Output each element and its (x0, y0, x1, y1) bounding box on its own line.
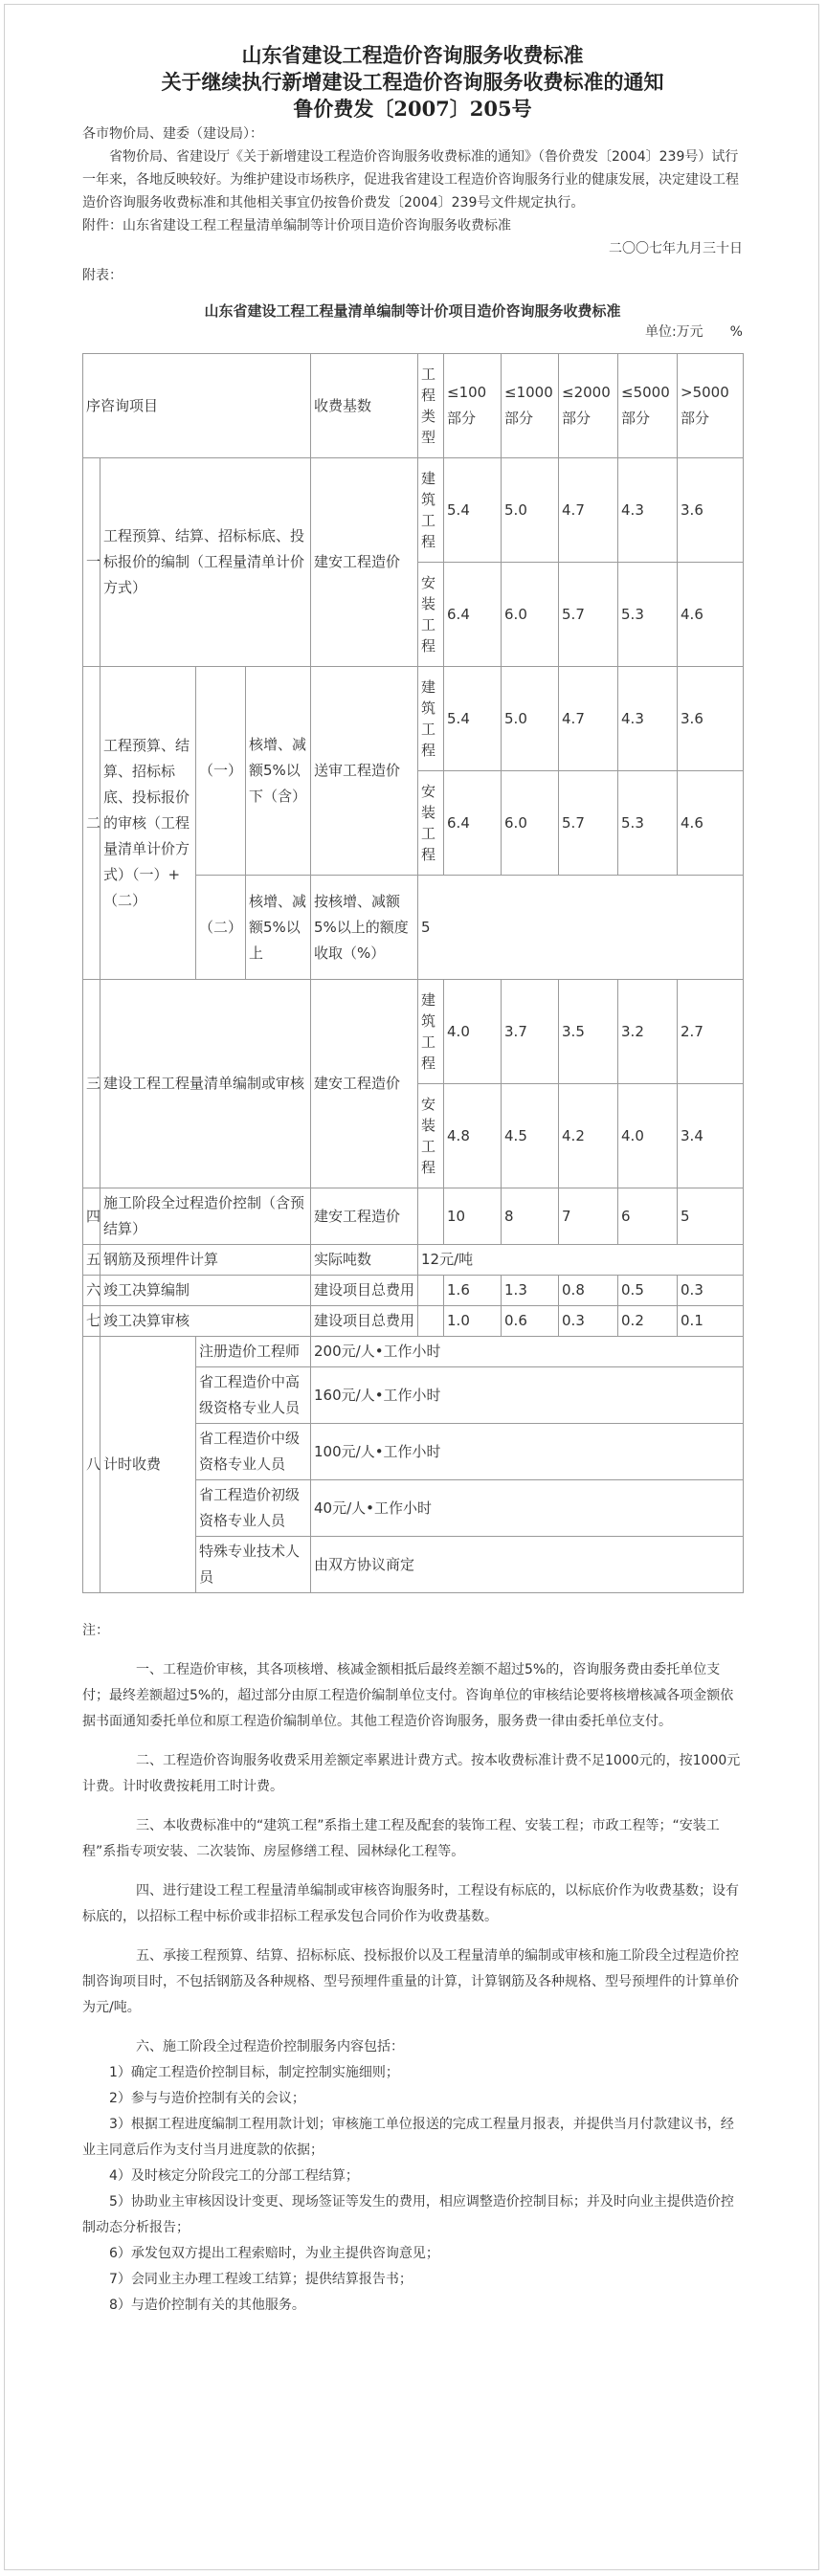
value-cell: 1.0 (444, 1306, 502, 1337)
sub-number-cell: （一） (196, 667, 246, 876)
value-cell: 3.6 (678, 458, 744, 563)
value-cell: 0.3 (678, 1276, 744, 1306)
value-cell: 3.5 (559, 980, 618, 1084)
item-cell: 竣工决算编制 (100, 1276, 311, 1306)
value-cell: 5 (418, 876, 744, 980)
table-header-row (83, 354, 744, 458)
seq-cell: 八 (83, 1337, 100, 1593)
seq-cell: 七 (83, 1306, 100, 1337)
value-cell: 5.0 (502, 667, 559, 771)
seq-cell: 三 (83, 980, 100, 1188)
rate-cell: 160元/人•工作小时 (311, 1367, 744, 1424)
value-cell: 1.3 (502, 1276, 559, 1306)
type-cell: 安装工程 (418, 563, 444, 667)
type-cell: 安装工程 (418, 771, 444, 876)
value-cell: 0.2 (618, 1306, 678, 1337)
note-6-item: 4）及时核定分阶段完工的分部工程结算； (109, 2168, 359, 2184)
value-cell: 5.7 (559, 771, 618, 876)
base-cell: 实际吨数 (311, 1245, 418, 1276)
title-line-3: 鲁价费发〔2007〕205号 (293, 97, 532, 121)
rate-cell: 由双方协议商定 (311, 1537, 744, 1593)
note-6-item: 1）确定工程造价控制目标，制定控制实施细则； (109, 2065, 399, 2080)
note-6-item: 6）承发包双方提出工程索赔时，为业主提供咨询意见； (109, 2246, 439, 2261)
table-row (83, 1188, 744, 1245)
rate-cell: 40元/人•工作小时 (311, 1480, 744, 1537)
item-cell: 计时收费 (100, 1337, 196, 1593)
value-cell: 4.6 (678, 563, 744, 667)
value-cell: 4.7 (559, 458, 618, 563)
base-cell: 建设项目总费用 (311, 1306, 418, 1337)
table-row (83, 458, 744, 563)
table-row (83, 667, 744, 771)
body-paragraph: 省物价局、省建设厅《关于新增建设工程造价咨询服务收费标准的通知》（鲁价费发〔2004〕239号）试行一年来，各地反映较好。为维护建设市场秩序，促进我省建设工程造价咨询服务行业的健康发展，决定建设工程造价咨询服务收费标准和其他相关事宜仍按鲁价费发〔2004〕239号文件规定执行。 (82, 149, 739, 211)
item-cell: 竣工决算审核 (100, 1306, 311, 1337)
base-cell: 按核增、减额5%以上的额度收取（%） (311, 876, 418, 980)
base-cell: 建安工程造价 (311, 458, 418, 667)
value-cell: 3.2 (618, 980, 678, 1084)
value-cell: 10 (444, 1188, 502, 1245)
rate-cell: 200元/人•工作小时 (311, 1337, 744, 1367)
type-cell: 建筑工程 (418, 667, 444, 771)
seq-cell: 二 (83, 667, 100, 980)
value-cell: 5.3 (618, 771, 678, 876)
notes-label: 注： (82, 1623, 109, 1638)
base-cell: 建设项目总费用 (311, 1276, 418, 1306)
table-row (83, 980, 744, 1084)
sub-desc-cell: 核增、减额5%以上 (246, 876, 311, 980)
value-cell: 5 (678, 1188, 744, 1245)
sub-number-cell: （二） (196, 876, 246, 980)
title-line-1: 山东省建设工程造价咨询服务收费标准 (241, 43, 584, 67)
value-cell: 6.4 (444, 771, 502, 876)
value-cell: 5.0 (502, 458, 559, 563)
type-cell (418, 1306, 444, 1337)
header-type: 工程类型 (418, 354, 444, 458)
value-cell: 4.0 (618, 1084, 678, 1188)
value-cell: 4.2 (559, 1084, 618, 1188)
value-cell: 4.0 (444, 980, 502, 1084)
base-cell: 送审工程造价 (311, 667, 418, 876)
item-cell: 建设工程工程量清单编制或审核 (100, 980, 311, 1188)
table-title: 山东省建设工程工程量清单编制等计价项目造价咨询服务收费标准 (204, 302, 621, 320)
value-cell: 0.5 (618, 1276, 678, 1306)
value-cell: 4.3 (618, 458, 678, 563)
header-base: 收费基数 (311, 354, 418, 458)
unit-label: 单位:万元 % (644, 324, 743, 340)
seq-cell: 一 (83, 458, 100, 667)
role-cell: 省工程造价初级资格专业人员 (196, 1480, 311, 1537)
role-cell: 省工程造价中级资格专业人员 (196, 1424, 311, 1480)
value-cell: 2.7 (678, 980, 744, 1084)
type-cell: 安装工程 (418, 1084, 444, 1188)
note-6-item: 5）协助业主审核因设计变更、现场签证等发生的费用，相应调整造价控制目标；并及时向业主提供造价控制动态分析报告； (82, 2194, 734, 2235)
issue-date: 二〇〇七年九月三十日 (609, 241, 743, 256)
note-4: 四、进行建设工程工程量清单编制或审核咨询服务时，工程设有标底的，以标底价作为收费基数；设有标底的，以招标工程中标价或非招标工程承发包合同价作为收费基数。 (82, 1883, 739, 1924)
table-row (83, 1337, 744, 1367)
seq-cell: 四 (83, 1188, 100, 1245)
table-row (83, 1276, 744, 1306)
note-3: 三、本收费标准中的“建筑工程”系指土建工程及配套的装饰工程、安装工程；市政工程等；“安装工程”系指专项安装、二次装饰、房屋修缮工程、园林绿化工程等。 (82, 1818, 720, 1859)
value-cell: 0.6 (502, 1306, 559, 1337)
base-cell: 建安工程造价 (311, 1188, 418, 1245)
item-cell: 工程预算、结算、招标标底、投标报价的编制（工程量清单计价方式） (100, 458, 311, 667)
type-cell: 建筑工程 (418, 980, 444, 1084)
value-cell: 5.3 (618, 563, 678, 667)
item-cell: 钢筋及预埋件计算 (100, 1245, 311, 1276)
seq-cell: 六 (83, 1276, 100, 1306)
addressee: 各市物价局、建委（建设局）： (82, 126, 263, 142)
attachment-line: 附件：山东省建设工程工程量清单编制等计价项目造价咨询服务收费标准 (82, 218, 511, 233)
header-b1: ≤100部分 (444, 354, 502, 458)
note-2: 二、工程造价咨询服务收费采用差额定率累进计费方式。按本收费标准计费不足1000元的，按1000元计费。计时收费按耗用工时计费。 (82, 1753, 741, 1794)
type-cell: 建筑工程 (418, 458, 444, 563)
value-cell: 0.1 (678, 1306, 744, 1337)
value-cell: 8 (502, 1188, 559, 1245)
note-5: 五、承接工程预算、结算、招标标底、投标报价以及工程量清单的编制或审核和施工阶段全过程造价控制咨询项目时，不包括钢筋及各种规格、型号预埋件重量的计算，计算钢筋及各种规格、型号预埋件的计算单价为元/吨。 (82, 1948, 739, 2015)
type-cell (418, 1188, 444, 1245)
fee-table (82, 353, 744, 1593)
title-line-2: 关于继续执行新增建设工程造价咨询服务收费标准的通知 (161, 70, 664, 94)
role-cell: 特殊专业技术人员 (196, 1537, 311, 1593)
header-b3: ≤2000部分 (559, 354, 618, 458)
value-cell: 3.7 (502, 980, 559, 1084)
note-6-item: 3）根据工程进度编制工程用款计划；审核施工单位报送的完成工程量月报表，并提供当月付款建议书，经业主同意后作为支付当月进度款的依据； (82, 2117, 734, 2158)
value-cell: 5.4 (444, 458, 502, 563)
note-6-item: 7）会同业主办理工程竣工结算；提供结算报告书； (109, 2272, 413, 2287)
table-row (83, 1245, 744, 1276)
value-cell: 4.5 (502, 1084, 559, 1188)
value-cell: 4.6 (678, 771, 744, 876)
rate-cell: 100元/人•工作小时 (311, 1424, 744, 1480)
value-cell: 4.7 (559, 667, 618, 771)
value-cell: 6.4 (444, 563, 502, 667)
value-cell: 7 (559, 1188, 618, 1245)
note-6-item: 2）参与与造价控制有关的会议； (109, 2091, 305, 2106)
item-cell: 施工阶段全过程造价控制（含预结算） (100, 1188, 311, 1245)
value-cell: 6.0 (502, 563, 559, 667)
value-cell: 5.4 (444, 667, 502, 771)
table-row (83, 1306, 744, 1337)
document (82, 42, 743, 2319)
type-cell (418, 1276, 444, 1306)
seq-cell: 五 (83, 1245, 100, 1276)
header-seq-item: 序咨询项目 (83, 354, 311, 458)
value-cell: 4.3 (618, 667, 678, 771)
value-cell: 6 (618, 1188, 678, 1245)
note-6-item: 8）与造价控制有关的其他服务。 (109, 2298, 305, 2313)
header-b2: ≤1000部分 (502, 354, 559, 458)
value-cell: 0.8 (559, 1276, 618, 1306)
value-cell: 3.4 (678, 1084, 744, 1188)
value-cell: 0.3 (559, 1306, 618, 1337)
role-cell: 省工程造价中高级资格专业人员 (196, 1367, 311, 1424)
value-cell: 12元/吨 (418, 1245, 744, 1276)
value-cell: 1.6 (444, 1276, 502, 1306)
base-cell: 建安工程造价 (311, 980, 418, 1188)
header-b4: ≤5000部分 (618, 354, 678, 458)
value-cell: 4.8 (444, 1084, 502, 1188)
header-b5: >5000部分 (678, 354, 744, 458)
item-cell: 工程预算、结算、招标标底、投标报价的审核（工程量清单计价方式）（一）+（二） (100, 667, 196, 980)
note-6: 六、施工阶段全过程造价控制服务内容包括： (136, 2039, 404, 2054)
role-cell: 注册造价工程师 (196, 1337, 311, 1367)
value-cell: 5.7 (559, 563, 618, 667)
doc-title (82, 42, 743, 122)
notes-section (82, 1618, 743, 2319)
value-cell: 6.0 (502, 771, 559, 876)
sub-desc-cell: 核增、减额5%以下（含） (246, 667, 311, 876)
note-1: 一、工程造价审核，其各项核增、核减金额相抵后最终差额不超过5%的，咨询服务费由委托单位支付；最终差额超过5%的，超过部分由原工程造价编制单位支付。咨询单位的审核结论要将核增核减各项金额依据书面通知委托单位和原工程造价编制单位。其他工程造价咨询服务，服务费一律由委托单位支付。 (82, 1662, 734, 1729)
value-cell: 3.6 (678, 667, 744, 771)
appendix-label: 附表： (82, 268, 123, 283)
